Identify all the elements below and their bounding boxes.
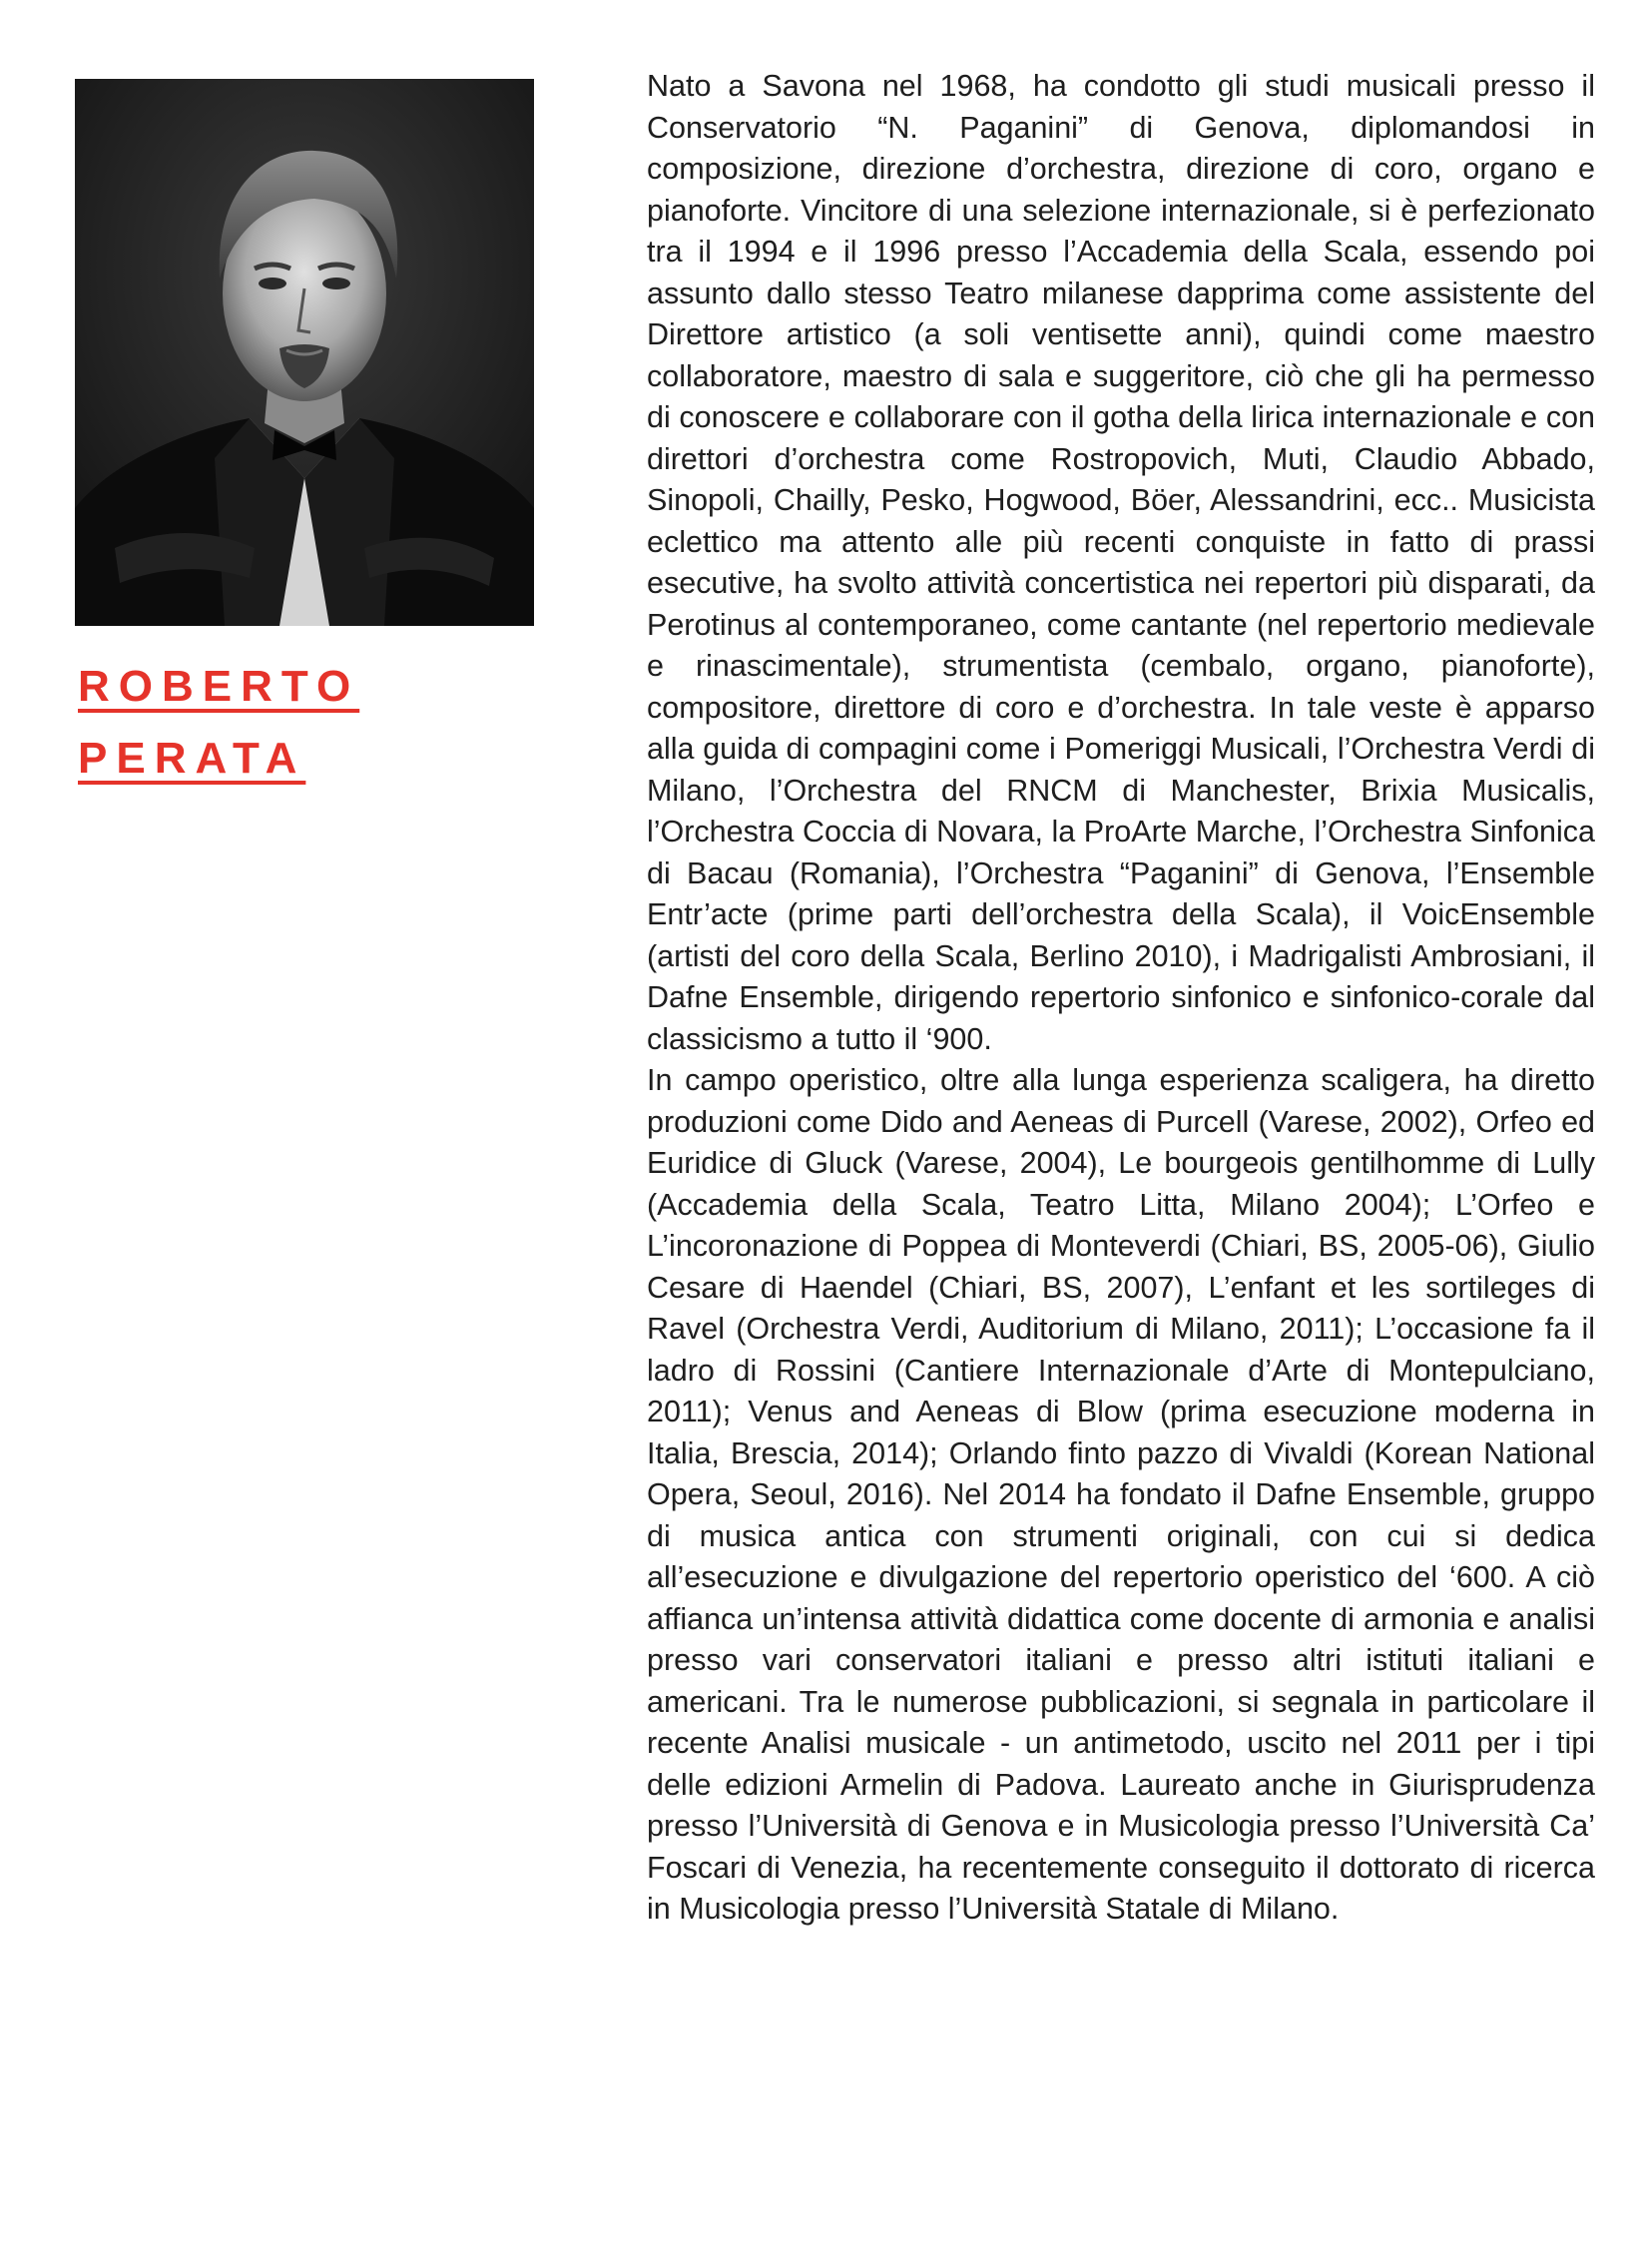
last-name: PERATA — [78, 734, 306, 783]
portrait-photo — [75, 79, 534, 626]
biography-paragraph: Nato a Savona nel 1968, ha condotto gli studi musicali presso il Conservatorio “N. Paganini” di Genova, diplomandosi in composizione, direzione d’orchestra, direzione di coro, organo e pianoforte. Vincitore di una selezione internazionale, si è perfezionato tra il 1994 e il 1996 presso l’Accademia della Scala, essendo poi assunto dallo stesso Teatro milanese dapprima come assistente del Direttore artistico (a soli ventisette anni), quindi come maestro collaboratore, maestro di sala e suggeritore, ciò che gli ha permesso di conoscere e collaborare con il gotha della lirica internazionale e con direttori d’orchestra come Rostropovich, Muti, Claudio Abbado, Sinopoli, Chailly, Pesko, Hogwood, Böer, Alessandrini, ecc.. Musicista eclettico ma attento alle più recenti conquiste in fatto di prassi esecutive, ha svolto attività concertistica nei repertori più disparati, da Perotinus al contemporaneo, come cantante (nel repertorio medievale e rinascimentale), strumentista (cembalo, organo, pianoforte), compositore, direttore di coro e d’orchestra. In tale veste è apparso alla guida di compagini come i Pomeriggi Musicali, l’Orchestra Verdi di Milano, l’Orchestra del RNCM di Manchester, Brixia Musicalis, l’Orchestra Coccia di Novara, la ProArte Marche, l’Orchestra Sinfonica di Bacau (Romania), l’Orchestra “Paganini” di Genova, l’Ensemble Entr’acte (prime parti dell’orchestra della Scala), il VoicEnsemble (artisti del coro della Scala, Berlino 2010), i Madrigalisti Ambrosiani, il Dafne Ensemble, dirigendo repertorio sinfonico e sinfonico-corale dal classicismo a tutto il ‘900. — [647, 69, 1595, 1056]
first-name: ROBERTO — [78, 662, 360, 711]
person-name — [78, 661, 437, 805]
biography-paragraph: In campo operistico, oltre alla lunga esperienza scaligera, ha diretto produzioni come Dido and Aeneas di Purcell (Varese, 2002), Orfeo ed Euridice di Gluck (Varese, 2004), Le bourgeois gentilhomme di Lully (Accademia della Scala, Teatro Litta, Milano 2004); L’Orfeo e L’incoronazione di Poppea di Monteverdi (Chiari, BS, 2005-06), Giulio Cesare di Haendel (Chiari, BS, 2007), L’enfant et les sortileges di Ravel (Orchestra Verdi, Auditorium di Milano, 2011); L’occasione fa il ladro di Rossini (Cantiere Internazionale d’Arte di Montepulciano, 2011); Venus and Aeneas di Blow (prima esecuzione moderna in Italia, Brescia, 2014); Orlando finto pazzo di Vivaldi (Korean National Opera, Seoul, 2016). Nel 2014 ha fondato il Dafne Ensemble, gruppo di musica antica con strumenti originali, con cui si dedica all’esecuzione e divulgazione del repertorio operistico del ‘600. A ciò affianca un’intensa attività didattica come docente di armonia e analisi presso vari conservatori italiani e presso altri istituti italiani e americani. Tra le numerose pubblicazioni, si segnala in particolare il recente Analisi musicale - un antimetodo, uscito nel 2011 per i tipi delle edizioni Armelin di Padova. Laureato anche in Giurisprudenza presso l’Università di Genova e in Musicologia presso l’Università Ca’ Foscari di Venezia, ha recentemente conseguito il dottorato di ricerca in Musicologia presso l’Università Statale di Milano. — [647, 1063, 1595, 1926]
biography-text — [647, 66, 1595, 1931]
portrait-photo-illustration — [75, 79, 534, 626]
